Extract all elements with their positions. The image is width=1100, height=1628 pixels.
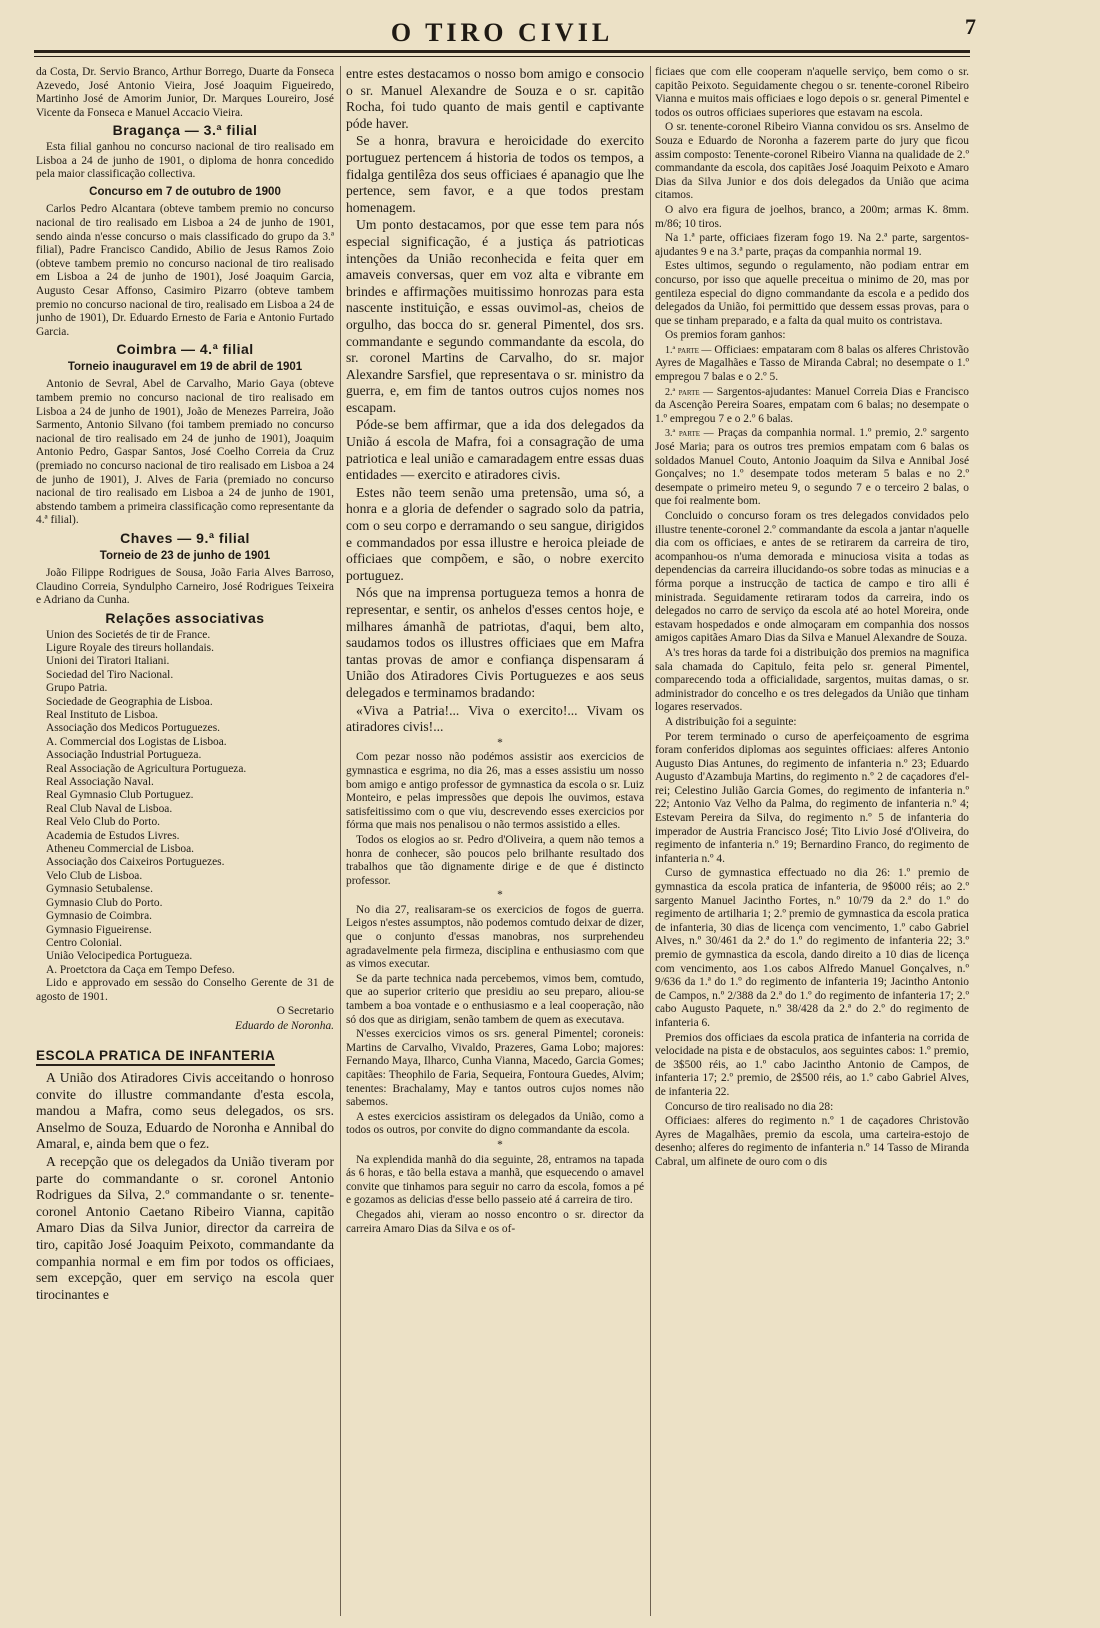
list-item: Academia de Estudos Livres. — [46, 829, 180, 842]
parte-2-tag: 2.ª parte — — [665, 386, 714, 398]
col3-paragraph-7 — [655, 344, 969, 385]
list-item: A. Proetctora da Caça em Tempo Defeso. — [46, 963, 235, 976]
list-item: Sociedade de Geographia de Lisboa. — [46, 695, 213, 708]
list-item: Gymnasio de Coimbra. — [46, 910, 152, 923]
column-divider-2 — [650, 66, 651, 1616]
col2-small-paragraph-4: Se da parte technica nada percebemos, vimos bem, comtudo, que ao superior criterio que presidiu ao seu preparo, aliou-se tambem a boa vontade e o enthusiasmo e a leal cooperação, não só dos que as dirigiam, senão tambem de quem as executava. — [346, 972, 644, 1026]
section-asterisk: * — [497, 736, 503, 749]
escola-heading: ESCOLA PRATICA DE INFANTERIA — [36, 1049, 275, 1067]
col3-paragraph-8 — [655, 386, 969, 427]
concurso-paragraph: Carlos Pedro Alcantara (obteve tambem premio no concurso nacional de tiro realisado em Lisboa a 24 de junho de 1901, sendo ainda n'esse concurso o mais classificado do grupo da 3.ª filial), Padre Francisco Candido, Abilio de Jesus Ramos Zoio (obteve tambem premio no concurso nacional de tiro realisado em Lisboa a 24 de junho de 1901), José Joaquim Garcia, Augusto Cesar Affonso, Casimiro Pizarro (obteve tambem premio no concurso nacional de tiro, realisado em Lisboa a 24 de junho de 1901), Dr. Eduardo Ernesto de Faria e Antonio Furtado Garcia. — [36, 203, 334, 338]
list-item: Gymnasio Club do Porto. — [46, 896, 163, 909]
list-item: Centro Colonial. — [46, 936, 122, 949]
section-asterisk: * — [497, 1138, 503, 1151]
col3-paragraph-5: Estes ultimos, segundo o regulamento, não podiam entrar em concurso, por isso que aquelle preceitua o minimo de 20, mas por gentileza especial do digno commandante da escola e a pedido dos delegados da União, foi permittido que dessem essas provas, para o que se tinham preparado, e a falta da qual muito os contristava. — [655, 260, 969, 327]
list-item: Real Gymnasio Club Portuguez. — [46, 789, 194, 802]
concurso-heading: Concurso em 7 de outubro de 1900 — [89, 185, 281, 198]
col3-paragraph-15: Premios dos officiaes da escola pratica de infanteria na corrida de velocidade na pista e de obstaculos, aos seguintes cabos: 1.º premio, de 3$500 réis, ao 1.º cabo Jacintho Antonio de Campos, de infanteria 17; 2.º premio, de 2$500 réis, ao 1.º cabo Gabriel Alves, de infanteria 22. — [655, 1031, 969, 1098]
torneio-junho-paragraph: João Filippe Rodrigues de Sousa, João Faria Alves Barroso, Claudino Correia, Syndulpho Carneiro, José Rodrigues Teixeira e Adriano da Cunha. — [36, 567, 334, 607]
intro-paragraph: da Costa, Dr. Servio Branco, Arthur Borrego, Duarte da Fonseca Azevedo, José Antonio Vieira, José Joaquim Figueiredo, Martinho José de Amorim Junior, Dr. Marques Loureiro, José Vicente da Fonseca e Manuel Accacio Vieira. — [36, 66, 334, 119]
col3-paragraph-6: Os premios foram ganhos: — [665, 329, 786, 342]
lido-paragraph: Lido e approvado em sessão do Conselho Gerente de 31 de agosto de 1901. — [36, 977, 334, 1003]
col2-small-paragraph-6: A estes exercicios assistiram os delegados da União, como a todos os outros, por convite do digno commandante da escola. — [346, 1110, 644, 1137]
parte-3-tag: 3.ª parte — — [665, 428, 714, 440]
list-item: Real Associação Naval. — [46, 776, 154, 789]
list-item: Gymnasio Figueirense. — [46, 923, 152, 936]
list-item: Real Associação de Agricultura Portugueza. — [46, 762, 247, 775]
column-divider-1 — [340, 66, 341, 1616]
col2-paragraph-4: Póde-se bem affirmar, que a ida dos delegados da União á escola de Mafra, foi a consagração de uma patriotica e leal união e camaradagem entre essas duas entidades — exercito e atiradores civis. — [346, 417, 644, 483]
relacoes-heading: Relações associativas — [105, 609, 265, 626]
braganca-paragraph: Esta filial ganhou no concurso nacional de tiro realisado em Lisboa a 24 de junho de 1901, o diploma de honra concedido pela maior classificação collectiva. — [36, 140, 334, 181]
col2-small-paragraph-2: Todos os elogios ao sr. Pedro d'Oliveira, a quem não temos a honra de conhecer, são poucos pelo brilhante resultado dos trabalhos que tão dignamente dirige e de que é distincto professor. — [346, 833, 644, 887]
col2-small-paragraph-7: Na explendida manhã do dia seguinte, 28, entramos na tapada ás 6 horas, e tão bella estava a manhã, que esquecendo o amavel convite que tinhamos para seguir no carro da escola, fomos a pé e gozamos as delicias d'esse bello passeio até á carreira de tiro. — [346, 1153, 644, 1207]
parte-3-text: Praças da companhia normal. 1.º premio, 2.º sargento José Maria; para os outros tres premios empatam com 6 balas os soldados Manuel Couto, Antonio Joaquim da Silva e Annibal José Gonçalves; no 1.º desempate todos meteram 5 balas e no 2.º desempate o primeiro meteu 9, o segundo 7 e o terceiro 2 balas, o que foi realmente bom. — [655, 427, 969, 508]
torneio-inaugural-heading: Torneio inauguravel em 19 de abril de 1901 — [67, 360, 303, 373]
col3-paragraph-3: O alvo era figura de joelhos, branco, a 200m; armas K. 8mm. m/86; 10 tiros. — [655, 203, 969, 230]
column-3 — [655, 66, 969, 1616]
page-number: 7 — [965, 14, 976, 39]
parte-1-text: Officiaes: empataram com 8 balas os alferes Christovão Ayres de Magalhães e Tasso de Miranda Cabral; no desempate o 1.º empregou 7 balas e o 2.º 5. — [655, 343, 969, 384]
newspaper-title: O TIRO CIVIL — [390, 18, 614, 47]
coimbra-heading: Coimbra — 4.ª filial — [116, 341, 254, 358]
list-item: Grupo Patria. — [46, 682, 108, 695]
braganca-heading: Bragança — 3.ª filial — [112, 122, 258, 139]
list-item: Unioni dei Tiratori Italiani. — [46, 655, 170, 668]
col3-paragraph-10: Concluido o concurso foram os tres delegados convidados pelo illustre tenente-coronel 2.º commandante da escola a jantar n'aquelle dia com os officiaes, e antes de se retirarem da carreira de tiro, acompanhou-os n'uma demorada e minuciosa visita a todas as dependencias da carreira illucidando-os sobre todas as minucias e a fórma porque a instrucção de tactica de campo e tiro alli é ministrada. Seguidamente retiraram todos da carreira, indo os delegados no carro de serviço da escola até ao hotel Moreira, onde estavam hospedados e onde almoçaram em companhia dos nossos amigos capitães Amaro Dias da Silva e Manuel Alexandre de Souza. — [655, 510, 969, 645]
list-item: Real Velo Club do Porto. — [46, 816, 161, 829]
list-item: Associação dos Caixeiros Portuguezes. — [46, 856, 225, 869]
column-1 — [36, 66, 334, 1616]
header-rule-thin — [34, 56, 970, 57]
list-item: Associação dos Medicos Portuguezes. — [46, 722, 220, 735]
section-asterisk: * — [497, 889, 503, 902]
col3-paragraph-11: A's tres horas da tarde foi a distribuição dos premios na magnifica sala chamada do Capitulo, feita pelo sr. general Pimentel, comparecendo toda a officialidade, sargentos, muitas damas, o sr. administrador do concelho e os tres delegados da União que tinham logares reservados. — [655, 646, 969, 714]
col2-small-paragraph-1: Com pezar nosso não podémos assistir aos exercicios de gymnastica e esgrima, no dia 26, mas a esses assistiu um nosso bom amigo e antigo professor de gymnastica da escola o sr. Luiz Monteiro, e pelas impressões que depois lhe ouvimos, estava satisfeitissimo com o que viu, descrevendo esses exercicios por fórma que mais nos penalisou o não termos assistido a elles. — [346, 751, 644, 832]
col2-paragraph-2: Se a honra, bravura e heroicidade do exercito portuguez pertencem á historia de todos os tempos, a fidalga gentilêza dos seus officiaes é apanagio que lhe pertence, sem favor, e a que todos prestam homenagem. — [346, 133, 644, 215]
list-item: Atheneu Commercial de Lisboa. — [46, 843, 195, 856]
list-item: União Velocipedica Portugueza. — [46, 950, 193, 963]
parte-1-tag: 1.ª parte — — [665, 344, 712, 356]
torneio-junho-heading: Torneio de 23 de junho de 1901 — [99, 549, 271, 562]
relacoes-list — [46, 629, 334, 978]
col3-paragraph-4: Na 1.ª parte, officiaes fizeram fogo 19. Na 2.ª parte, sargentos-ajudantes 9 e na 3.ª parte, praças da companhia normal 19. — [655, 232, 969, 258]
col3-paragraph-13: Por terem terminado o curso de aperfeiçoamento de esgrima foram conferidos diplomas aos seguintes officiaes: alferes Antonio Augusto Dias Antunes, do regimento de infanteria n.º 23; Eduardo Augusto d'Azambuja Martins, do regimento n.º 2 de caçadores d'el-rei; Celestino Julião Garcia Gomes, do regimento de infanteria n.º 22; Antonio Vaz Velho da Palma, do regimento de infanteria n.º 4; Estevam Pereira da Silva, do regimento n.º 5 de infanteria do imperador de Austria Francisco José; Tito Livio José d'Oliveira, do regimento de infanteria n.º 19; Bernardino Franco, do regimento de infanteria n.º 4. — [655, 730, 969, 865]
chaves-heading: Chaves — 9.ª filial — [120, 530, 250, 546]
parte-2-text: Sargentos-ajudantes: Manuel Correia Dias e Francisco da Ascenção Pereira Soares, empatam com 6 balas; no desempate o 1.º empregou 7 e o 2.º 6 balas. — [655, 385, 969, 425]
escola-paragraph-2: A recepção que os delegados da União tiveram por parte do commandante o sr. coronel Antonio Rodrigues da Silva, 2.º commandante o sr. tenente-coronel Antonio Caetano Ribeiro Vianna, capitão Amaro Dias da Silva Junior, director da carreira de tiro, capitão José Joaquim Peixoto, commandante da companhia normal e em fim por todos os officiaes, sem excepção, quer em serviço na escola quer tirocinantes e — [36, 1154, 334, 1302]
column-2 — [346, 66, 644, 1616]
col2-paragraph-6: Nós que na imprensa portugueza temos a honra de representar, e sentir, os anhelos d'esses centos hoje, e milhares ámanhã de patriotas, d'aqui, bem alto, saudamos todos os illustres officiaes que em Mafra tantas provas de amor e confiança dispensaram á União dos Atiradores Civis Portuguezes e aos seus delegados e terminamos bradando: — [346, 585, 644, 700]
col3-paragraph-17: Officiaes: alferes do regimento n.º 1 de caçadores Christovão Ayres de Magalhães, premio da escola, uma carteira-estojo de desenho; alferes do regimento de infanteria n.º 14 Tasso de Miranda Cabral, um alfinete de ouro com o dis — [655, 1115, 969, 1168]
list-item: Sociedad del Tiro Nacional. — [46, 668, 174, 681]
secretario-label: O Secretario — [276, 1005, 334, 1018]
col3-paragraph-2: O sr. tenente-coronel Ribeiro Vianna convidou os srs. Anselmo de Souza e Eduardo de Noronha a fazerem parte do jury que ficou assim composto: Tenente-coronel Ribeiro Vianna na qualidade de 2.º commandante da escola, dos capitães José Joaquim Peixoto e Amaro Dias da Silva Junior e dos dois delegados da União que acima citamos. — [655, 121, 969, 202]
list-item: Union des Societés de tir de France. — [46, 628, 211, 641]
list-item: Associação Industrial Portugueza. — [46, 749, 202, 762]
col3-paragraph-9 — [655, 427, 969, 509]
col3-paragraph-16: Concurso de tiro realisado no dia 28: — [665, 1100, 834, 1113]
col3-paragraph-1: ficiaes que com elle cooperam n'aquelle serviço, bem como o sr. capitão Peixoto. Seguidamente chegou o sr. tenente-coronel Ribeiro Vianna e muitos mais officiaes e logo depois o sr. general Pimentel e todos os outros officiaes superiores que estavam na escola. — [655, 66, 969, 119]
col2-paragraph-3: Um ponto destacamos, por que esse tem para nós especial significação, é a justiça ás patrioticas intenções da União reconhecida e feita quer em amaveis conversas, quer em voz alta e vibrante em brindes e affirmações muitissimo honrozas para esta nascente instituição, e essas ouvimol-as, cheios de orgulho, das bocca do sr. general Pimentel, dos srs. commandante e segundo commandante da escola, do sr. coronel Martins de Carvalho, do sr. major Alexandre Sarsfiel, que representava o sr. ministro da guerra, e, em fim de tantos outros cujos nomes nos escapam. — [346, 217, 644, 415]
list-item: Real Instituto de Lisboa. — [46, 709, 158, 721]
col3-paragraph-14: Curso de gymnastica effectuado no dia 26: 1.º premio de gymnastica da escola pratica de infanteria, de 9$000 réis; ao 2.º sargento Manuel Jacintho Fortes, n.º 10/79 da 2.ª do 1.º do regimento de artilharia 1; 2.º premio de gymnastica da escola pratica de infanteria, 30 dias de licença com vencimento, 1.º cabo Gabriel Alves, n.º 30/461 da 2.ª do 1.º do regimento de infanteria 22; 3.º premio de gymnastica da escola, dando direito a 10 dias de licença com vencimento, aos 1.os cabos Alfredo Manuel Gonçalves, n.º 9/636 da 1.ª do 1.º do regimento de infanteria 19; Jacintho Antonio de Campos, n.º 2/388 da 2.ª do 1.º do regimento de infanteria 17; 2.º cabo Augusto Paquete, n.º 38/428 da 2.ª do 2.º do regimento de infanteria 6. — [655, 867, 969, 1029]
col2-paragraph-5: Estes não teem senão uma pretensão, uma só, a honra e a gloria de defender o sagrado solo da patria, com o seu corpo e derramando o seu sangue, dirigidos e commandados por essa illustre e heroica pleiade de officiaes que compõem, e são, o nobre exercito portuguez. — [346, 484, 644, 583]
col2-paragraph-1: entre estes destacamos o nosso bom amigo e consocio o sr. Manuel Alexandre de Souza e o sr. capitão Rocha, foi tudo quanto de mais gentil e captivante póde haver. — [346, 66, 644, 131]
col2-small-paragraph-8: Chegados ahi, vieram ao nosso encontro o sr. director da carreira Amaro Dias da Silva e os of- — [346, 1208, 644, 1235]
list-item: Gymnasio Setubalense. — [46, 883, 153, 896]
header-rule-thick — [34, 50, 970, 53]
col3-paragraph-12: A distribuição foi a seguinte: — [665, 715, 797, 728]
masthead — [34, 10, 976, 50]
col2-small-paragraph-5: N'esses exercicios vimos os srs. general Pimentel; coroneis: Martins de Carvalho, Vivaldo, Prazeres, Gama Lobo; majores: Fernando Maya, Ilharco, Cunha Vianna, Macedo, Garcia Gomes; capitães: Theophilo de Faria, Sequeira, Fontoura Guedes, Alvim; tenentes: Brachalamy, May e tantos outros cujos nomes não sabemos. — [346, 1028, 644, 1109]
escola-paragraph-1: A União dos Atiradores Civis acceitando o honroso convite do illustre commandante d'esta escola, mandou a Mafra, como seus delegados, os srs. Anselmo de Souza, Eduardo de Noronha e Annibal do Amaral, e, ainda bem que o fez. — [36, 1070, 334, 1152]
list-item: Velo Club de Lisboa. — [46, 869, 143, 882]
list-item: A. Commercial dos Logistas de Lisboa. — [46, 735, 227, 748]
col2-small-paragraph-3: No dia 27, realisaram-se os exercicios de fogos de guerra. Leigos n'estes assumptos, não podemos comtudo deixar de dizer, que o conjunto d'essas manobras, nos surprehendeu agradavelmente pela firmeza, disciplina e enthusiasmo com que as vimos executar. — [346, 903, 644, 971]
col2-paragraph-7: «Viva a Patria!... Viva o exercito!... Vivam os atiradores civis!... — [346, 702, 644, 735]
list-item: Ligure Royale des tireurs hollandais. — [46, 641, 214, 654]
list-item: Real Club Naval de Lisboa. — [46, 802, 173, 815]
secretario-name: Eduardo de Noronha. — [235, 1019, 334, 1032]
torneio-inaugural-paragraph: Antonio de Sevral, Abel de Carvalho, Mario Gaya (obteve tambem premio no concurso nacional de tiro realisado em Lisboa a 24 de junho de 1901), João de Menezes Parreira, João Sarmento, Antonio Silvano (foi tambem premiado no concurso nacional de tiro realisado em 24 de junho de 1901), Joaquim Antonio Pedro, Gaspar Santos, José Coelho Correia da Cruz (premiado no concurso nacional de tiro realisado em Lisboa a 24 de junho de 1901), J. Alves de Faria (premiado no concurso nacional de tiro realisado em Lisboa a 24 de junho de 1901, abstendo tambem a primeira classificação como representante da 4.ª filial). — [36, 378, 334, 527]
